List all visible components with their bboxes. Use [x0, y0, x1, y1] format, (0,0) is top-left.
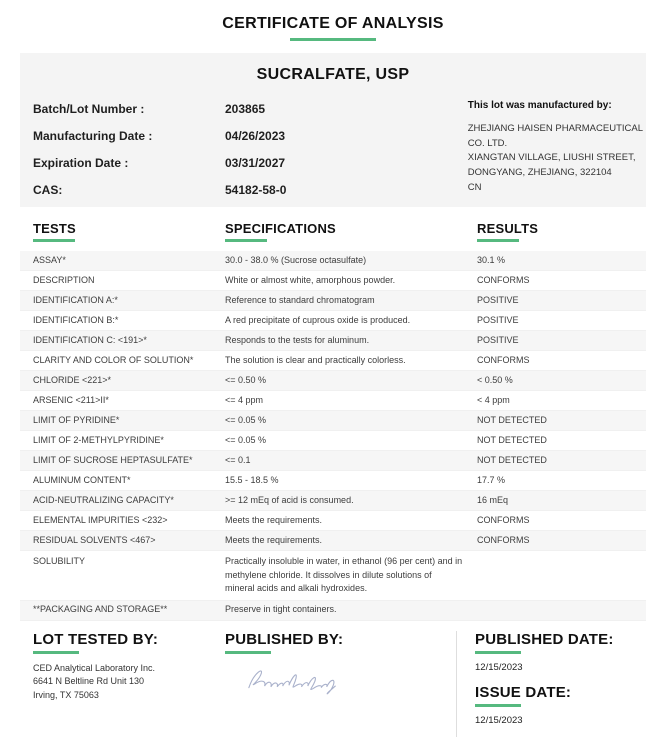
test-result: NOT DETECTED	[477, 414, 547, 425]
batch-lot-row	[33, 95, 468, 122]
test-specification: Responds to the tests for aluminum.	[225, 334, 370, 345]
manufacturer-block	[468, 93, 646, 203]
lot-tested-by-heading: LOT TESTED BY:	[33, 630, 159, 648]
test-name: SOLUBILITY	[33, 556, 86, 566]
test-result: < 4 ppm	[477, 394, 510, 405]
test-name: ELEMENTAL IMPURITIES <232>	[33, 514, 168, 525]
specifications-header-underline	[225, 239, 267, 242]
lot-fields	[20, 93, 468, 203]
test-specification: Reference to standard chromatogram	[225, 294, 375, 305]
test-name: RESIDUAL SOLVENTS <467>	[33, 534, 156, 545]
test-name: CHLORIDE <221>*	[33, 374, 112, 385]
cas-row	[33, 176, 468, 203]
test-name: LIMIT OF SUCROSE HEPTASULFATE*	[33, 454, 193, 465]
manufacturer-line: DONGYANG, ZHEJIANG, 322104	[467, 167, 612, 179]
test-specification: 15.5 - 18.5 %	[225, 474, 279, 485]
table-row-arsenic	[20, 391, 646, 411]
expiration-date-row	[33, 149, 468, 176]
cas-label: CAS:	[33, 182, 63, 197]
manufacturer-line: XIANGTAN VILLAGE, LIUSHI STREET,	[467, 152, 636, 164]
published-by-block	[225, 631, 456, 737]
table-row-limit-sucrose-heptasulfate	[20, 451, 646, 471]
test-specification: Meets the requirements.	[225, 534, 323, 545]
manufacturing-date-label: Manufacturing Date :	[33, 128, 153, 143]
test-specification: The solution is clear and practically colorless.	[225, 354, 406, 365]
table-row-limit-2-methylpyridine	[20, 431, 646, 451]
test-name: ARSENIC <211>II*	[33, 394, 109, 405]
table-row-identification-a	[20, 291, 646, 311]
published-date-underline	[475, 651, 521, 654]
test-result: 30.1 %	[477, 254, 506, 265]
test-result: 16 mEq	[477, 494, 509, 505]
cas-value: 54182-58-0	[225, 182, 287, 197]
published-by-heading: PUBLISHED BY:	[225, 630, 344, 648]
test-specification: A red precipitate of cuprous oxide is produced.	[225, 314, 411, 325]
manufacturing-date-row	[33, 122, 468, 149]
test-name: ASSAY*	[33, 254, 66, 265]
product-name: SUCRALFATE, USP	[256, 66, 410, 83]
test-specification: Preserve in tight containers.	[225, 604, 337, 615]
test-result: POSITIVE	[477, 294, 519, 305]
issue-date-value: 12/15/2023	[475, 714, 523, 726]
batch-lot-value: 203865	[225, 101, 266, 116]
signature-image	[241, 662, 456, 701]
lab-name: CED Analytical Laboratory Inc.	[33, 662, 156, 673]
published-date-value: 12/15/2023	[475, 661, 523, 673]
manufacturer-line: CO. LTD.	[467, 137, 508, 149]
published-date-heading: PUBLISHED DATE:	[475, 630, 614, 648]
manufacturing-date-value: 04/26/2023	[225, 128, 286, 143]
test-result: POSITIVE	[477, 334, 519, 345]
test-name: LIMIT OF 2-METHYLPYRIDINE*	[33, 434, 164, 445]
tests-column-header: TESTS	[33, 221, 76, 236]
test-specification: <= 4 ppm	[225, 394, 264, 405]
table-row-clarity	[20, 351, 646, 371]
lab-address-line1: 6641 N Beltline Rd Unit 130	[33, 676, 145, 687]
test-result: NOT DETECTED	[477, 434, 547, 445]
published-by-underline	[225, 651, 271, 654]
table-row-identification-b	[20, 311, 646, 331]
results-column-header: RESULTS	[477, 221, 539, 236]
test-name: **PACKAGING AND STORAGE**	[33, 604, 168, 615]
test-result: CONFORMS	[477, 354, 530, 365]
page-title: CERTIFICATE OF ANALYSIS	[222, 15, 444, 32]
test-name: DESCRIPTION	[33, 274, 95, 285]
test-name: IDENTIFICATION B:*	[33, 314, 119, 325]
signoff-section	[20, 631, 646, 737]
test-result: < 0.50 %	[477, 374, 513, 385]
table-row-elemental-impurities	[20, 511, 646, 531]
table-row-chloride	[20, 371, 646, 391]
test-name: LIMIT OF PYRIDINE*	[33, 414, 120, 425]
manufacturer-line: ZHEJIANG HAISEN PHARMACEUTICAL	[467, 123, 643, 134]
test-specification: <= 0.05 %	[225, 434, 267, 445]
results-header-underline	[477, 239, 519, 242]
table-row-assay	[20, 251, 646, 271]
test-name: ALUMINUM CONTENT*	[33, 474, 131, 485]
test-specification: <= 0.05 %	[225, 414, 267, 425]
test-specification: <= 0.50 %	[225, 374, 267, 385]
table-row-solubility	[20, 551, 646, 601]
manufacturer-line: CN	[467, 181, 482, 193]
test-specification: <= 0.1	[225, 454, 251, 465]
expiration-date-value: 03/31/2027	[225, 155, 286, 170]
table-row-residual-solvents	[20, 531, 646, 551]
batch-lot-label: Batch/Lot Number :	[33, 101, 145, 116]
lab-address-line2: Irving, TX 75063	[33, 690, 99, 701]
lot-info-panel	[20, 53, 646, 207]
manufacturer-heading: This lot was manufactured by:	[467, 100, 612, 111]
table-row-aluminum-content	[20, 471, 646, 491]
test-specification: Practically insoluble in water, in ethanol (96 per cent) and in methylene chloride. It dissolves in dilute solutions of mineral acids and alkali hydroxides.	[225, 556, 463, 593]
table-header-row	[20, 209, 646, 251]
test-name: IDENTIFICATION C: <191>*	[33, 334, 147, 345]
expiration-date-label: Expiration Date :	[33, 155, 129, 170]
test-specification: Meets the requirements.	[225, 514, 323, 525]
test-result: 17.7 %	[477, 474, 506, 485]
test-result: POSITIVE	[477, 314, 519, 325]
test-result: CONFORMS	[477, 514, 530, 525]
table-row-identification-c	[20, 331, 646, 351]
test-result: CONFORMS	[477, 274, 530, 285]
test-name: CLARITY AND COLOR OF SOLUTION*	[33, 354, 194, 365]
tests-header-underline	[33, 239, 75, 242]
test-result: CONFORMS	[477, 534, 530, 545]
issue-date-underline	[475, 704, 521, 707]
table-body	[20, 251, 646, 621]
lot-tested-by-block	[20, 631, 225, 737]
test-result: NOT DETECTED	[477, 454, 547, 465]
issue-date-heading: ISSUE DATE:	[475, 683, 572, 701]
table-row-packaging-storage	[20, 601, 646, 621]
title-accent-underline	[290, 38, 376, 41]
dates-block	[456, 631, 646, 737]
table-row-description	[20, 271, 646, 291]
test-specification: >= 12 mEq of acid is consumed.	[225, 494, 354, 505]
table-row-acid-neutralizing	[20, 491, 646, 511]
lot-tested-by-underline	[33, 651, 79, 654]
test-name: IDENTIFICATION A:*	[33, 294, 118, 305]
table-row-limit-pyridine	[20, 411, 646, 431]
specifications-column-header: SPECIFICATIONS	[225, 221, 336, 236]
test-specification: 30.0 - 38.0 % (Sucrose octasulfate)	[225, 254, 367, 265]
test-specification: White or almost white, amorphous powder.	[225, 274, 396, 285]
test-name: ACID-NEUTRALIZING CAPACITY*	[33, 494, 174, 505]
results-table	[20, 209, 646, 621]
